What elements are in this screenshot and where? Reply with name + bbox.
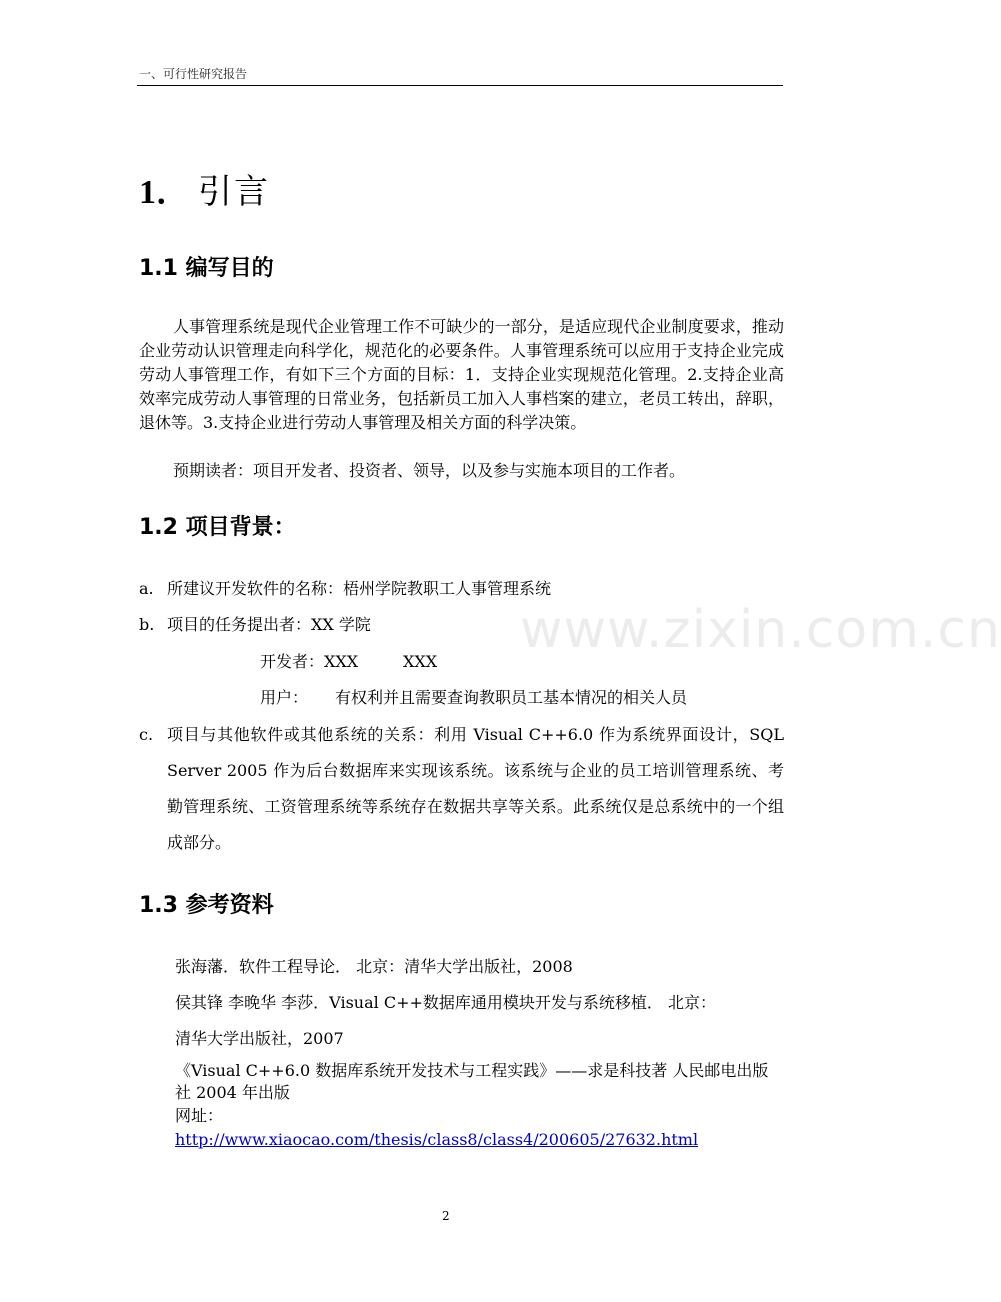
user-description: 有权利并且需要查询教职员工基本情况的相关人员 — [335, 688, 688, 707]
section-heading-1-2: 1.2 项目背景： — [139, 515, 296, 540]
page-number: 2 — [442, 1209, 450, 1223]
list-marker-a: a. — [139, 579, 154, 598]
header-divider — [137, 85, 783, 86]
task-proposer: 项目的任务提出者：XX 学院 — [167, 615, 371, 634]
reference-4-label: 网址： — [175, 1106, 224, 1125]
developer-label: 开发者：XXX — [260, 652, 359, 671]
chapter-number: 1． — [139, 174, 190, 211]
reference-3: 《Visual C++6.0 数据库系统开发技术与工程实践》——求是科技著 人民邮电出版社 2004 年出版 — [175, 1061, 769, 1102]
software-name: 所建议开发软件的名称：梧州学院教职工人事管理系统 — [167, 579, 552, 598]
list-marker-c: c. — [139, 725, 154, 744]
watermark: www.zixin.com.cn — [520, 600, 1001, 660]
chapter-title: 引言 — [198, 172, 270, 212]
reference-1: 张海藩．软件工程导论． 北京：清华大学出版社，2008 — [175, 957, 573, 976]
reference-2-line-1: 侯其锋 李晚华 李莎．Visual C++数据库通用模块开发与系统移植． 北京： — [175, 993, 716, 1012]
list-marker-b: b. — [139, 615, 155, 634]
section-heading-1-1: 1.1 编写目的 — [139, 256, 274, 281]
running-header: 一、可行性研究报告 — [139, 67, 248, 81]
developer-second: XXX — [403, 652, 438, 671]
chapter-heading — [139, 168, 270, 217]
reference-2-line-2: 清华大学出版社，2007 — [175, 1029, 344, 1048]
system-relations: 项目与其他软件或其他系统的关系：利用 Visual C++6.0 作为系统界面设计，SQL Server 2005 作为后台数据库来实现该系统。该系统与企业的员工培训管理系统、考勤管理系统、工资管理系统等系统存在数据共享等关系。此系统仅是总系统中的一个组成部分。 — [167, 725, 784, 852]
purpose-paragraph: 人事管理系统是现代企业管理工作不可缺少的一部分，是适应现代企业制度要求，推动企业劳动认识管理走向科学化，规范化的必要条件。人事管理系统可以应用于支持企业完成劳动人事管理工作，有如下三个方面的目标：1．支持企业实现规范化管理。2.支持企业高效率完成劳动人事管理的日常业务，包括新员工加入人事档案的建立，老员工转出，辞职，退休等。3.支持企业进行劳动人事管理及相关方面的科学决策。 — [139, 317, 784, 432]
section-heading-1-3: 1.3 参考资料 — [139, 893, 274, 918]
reference-url-link[interactable]: http://www.xiaocao.com/thesis/class8/class4/200605/27632.html — [175, 1130, 699, 1149]
user-label: 用户： — [260, 688, 309, 707]
readers-paragraph: 预期读者：项目开发者、投资者、领导，以及参与实施本项目的工作者。 — [173, 461, 686, 480]
